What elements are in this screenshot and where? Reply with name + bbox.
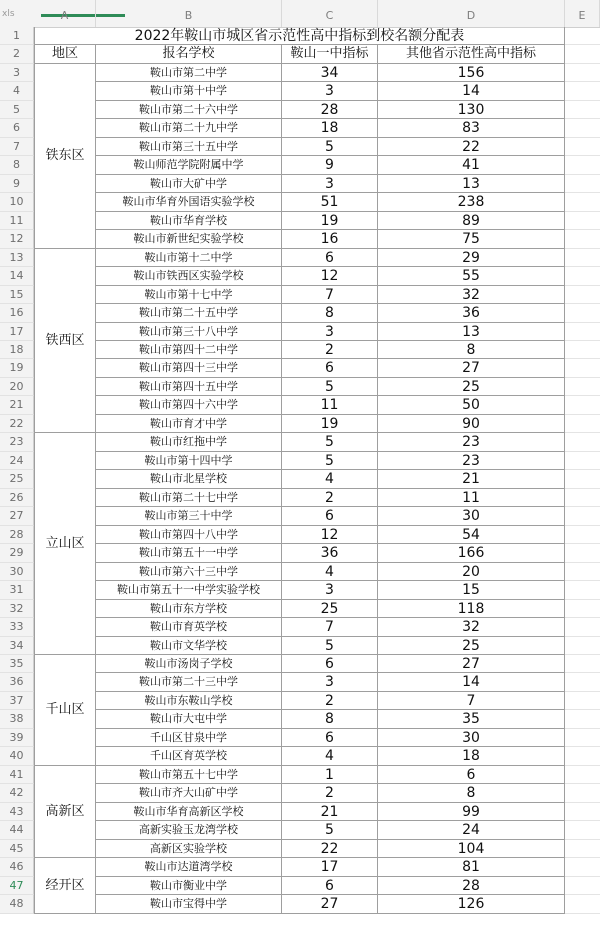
quota-other-cell[interactable]: 6: [378, 766, 565, 784]
school-name-cell[interactable]: 鞍山市宝得中学: [96, 895, 282, 913]
quota-no1-cell[interactable]: 1: [282, 766, 378, 784]
empty-cell[interactable]: [565, 637, 600, 655]
quota-no1-cell[interactable]: 6: [282, 655, 378, 673]
school-name-cell[interactable]: 鞍山市第五十一中学: [96, 544, 282, 562]
row-header[interactable]: 16: [0, 304, 34, 322]
quota-no1-cell[interactable]: 6: [282, 507, 378, 525]
header-school[interactable]: 报名学校: [96, 45, 282, 63]
empty-cell[interactable]: [565, 673, 600, 691]
row-header[interactable]: 34: [0, 637, 34, 655]
school-name-cell[interactable]: 鞍山市第十四中学: [96, 452, 282, 470]
empty-cell[interactable]: [565, 267, 600, 285]
school-name-cell[interactable]: 鞍山市第二十九中学: [96, 119, 282, 137]
empty-cell[interactable]: [565, 803, 600, 821]
header-quota-other[interactable]: 其他省示范性高中指标: [378, 45, 565, 63]
empty-cell[interactable]: [565, 45, 600, 63]
quota-no1-cell[interactable]: 19: [282, 212, 378, 230]
quota-no1-cell[interactable]: 6: [282, 877, 378, 895]
empty-cell[interactable]: [565, 618, 600, 636]
school-name-cell[interactable]: 鞍山市育英学校: [96, 618, 282, 636]
row-header[interactable]: 29: [0, 544, 34, 562]
empty-cell[interactable]: [565, 821, 600, 839]
quota-other-cell[interactable]: 23: [378, 433, 565, 451]
row-header[interactable]: 8: [0, 156, 34, 174]
quota-no1-cell[interactable]: 25: [282, 600, 378, 618]
empty-cell[interactable]: [565, 175, 600, 193]
empty-cell[interactable]: [565, 747, 600, 765]
quota-no1-cell[interactable]: 6: [282, 359, 378, 377]
table-title[interactable]: 2022年鞍山市城区省示范性高中指标到校名额分配表: [34, 27, 565, 45]
empty-cell[interactable]: [565, 101, 600, 119]
quota-no1-cell[interactable]: 51: [282, 193, 378, 211]
quota-no1-cell[interactable]: 8: [282, 710, 378, 728]
empty-cell[interactable]: [565, 766, 600, 784]
quota-no1-cell[interactable]: 5: [282, 433, 378, 451]
quota-no1-cell[interactable]: 9: [282, 156, 378, 174]
empty-cell[interactable]: [565, 433, 600, 451]
row-header[interactable]: 15: [0, 286, 34, 304]
region-cell[interactable]: 高新区: [34, 766, 96, 858]
region-cell[interactable]: 立山区: [34, 433, 96, 655]
quota-no1-cell[interactable]: 2: [282, 784, 378, 802]
quota-other-cell[interactable]: 156: [378, 64, 565, 82]
school-name-cell[interactable]: 鞍山市衡业中学: [96, 877, 282, 895]
quota-no1-cell[interactable]: 6: [282, 729, 378, 747]
school-name-cell[interactable]: 鞍山市文华学校: [96, 637, 282, 655]
quota-no1-cell[interactable]: 12: [282, 526, 378, 544]
school-name-cell[interactable]: 鞍山市第三十八中学: [96, 323, 282, 341]
school-name-cell[interactable]: 鞍山市东鞍山学校: [96, 692, 282, 710]
row-header[interactable]: 32: [0, 600, 34, 618]
quota-no1-cell[interactable]: 5: [282, 637, 378, 655]
row-header[interactable]: 37: [0, 692, 34, 710]
quota-other-cell[interactable]: 25: [378, 378, 565, 396]
column-header-bar: [0, 0, 600, 28]
empty-cell[interactable]: [565, 359, 600, 377]
row-header[interactable]: 1: [0, 27, 34, 45]
row-header[interactable]: 44: [0, 821, 34, 839]
school-name-cell[interactable]: 鞍山市汤岗子学校: [96, 655, 282, 673]
quota-other-cell[interactable]: 20: [378, 563, 565, 581]
empty-cell[interactable]: [565, 156, 600, 174]
row-header[interactable]: 36: [0, 673, 34, 691]
quota-other-cell[interactable]: 32: [378, 286, 565, 304]
row-header[interactable]: 4: [0, 82, 34, 100]
quota-other-cell[interactable]: 30: [378, 507, 565, 525]
quota-other-cell[interactable]: 130: [378, 101, 565, 119]
quota-other-cell[interactable]: 15: [378, 581, 565, 599]
quota-no1-cell[interactable]: 36: [282, 544, 378, 562]
row-header[interactable]: 7: [0, 138, 34, 156]
empty-cell[interactable]: [565, 600, 600, 618]
empty-cell[interactable]: [565, 710, 600, 728]
empty-cell[interactable]: [565, 858, 600, 876]
quota-other-cell[interactable]: 36: [378, 304, 565, 322]
quota-other-cell[interactable]: 14: [378, 673, 565, 691]
quota-no1-cell[interactable]: 8: [282, 304, 378, 322]
empty-cell[interactable]: [565, 489, 600, 507]
school-name-cell[interactable]: 鞍山市第五十一中学实验学校: [96, 581, 282, 599]
empty-cell[interactable]: [565, 119, 600, 137]
region-cell[interactable]: 千山区: [34, 655, 96, 766]
empty-cell[interactable]: [565, 655, 600, 673]
school-name-cell[interactable]: 鞍山市第五十七中学: [96, 766, 282, 784]
quota-no1-cell[interactable]: 5: [282, 378, 378, 396]
region-cell[interactable]: 经开区: [34, 858, 96, 913]
row-header[interactable]: 17: [0, 323, 34, 341]
row-header[interactable]: 10: [0, 193, 34, 211]
school-name-cell[interactable]: 鞍山市第二十三中学: [96, 673, 282, 691]
quota-other-cell[interactable]: 22: [378, 138, 565, 156]
quota-other-cell[interactable]: 50: [378, 396, 565, 414]
quota-no1-cell[interactable]: 19: [282, 415, 378, 433]
empty-cell[interactable]: [565, 396, 600, 414]
row-header[interactable]: 14: [0, 267, 34, 285]
school-name-cell[interactable]: 鞍山市东方学校: [96, 600, 282, 618]
row-header[interactable]: 41: [0, 766, 34, 784]
quota-other-cell[interactable]: 90: [378, 415, 565, 433]
quota-no1-cell[interactable]: 27: [282, 895, 378, 913]
quota-no1-cell[interactable]: 16: [282, 230, 378, 248]
row-header[interactable]: 12: [0, 230, 34, 248]
empty-cell[interactable]: [565, 82, 600, 100]
quota-no1-cell[interactable]: 3: [282, 175, 378, 193]
empty-cell[interactable]: [565, 784, 600, 802]
quota-no1-cell[interactable]: 22: [282, 840, 378, 858]
row-header[interactable]: 30: [0, 563, 34, 581]
quota-no1-cell[interactable]: 3: [282, 323, 378, 341]
school-name-cell[interactable]: 鞍山市第四十八中学: [96, 526, 282, 544]
school-name-cell[interactable]: 鞍山市第四十二中学: [96, 341, 282, 359]
school-name-cell[interactable]: 鞍山市第二十七中学: [96, 489, 282, 507]
row-header[interactable]: 45: [0, 840, 34, 858]
quota-other-cell[interactable]: 28: [378, 877, 565, 895]
quota-other-cell[interactable]: 83: [378, 119, 565, 137]
quota-other-cell[interactable]: 13: [378, 323, 565, 341]
school-name-cell[interactable]: 鞍山市新世纪实验学校: [96, 230, 282, 248]
quota-other-cell[interactable]: 23: [378, 452, 565, 470]
empty-cell[interactable]: [565, 895, 600, 913]
row-header[interactable]: 5: [0, 101, 34, 119]
school-name-cell[interactable]: 鞍山市北星学校: [96, 470, 282, 488]
school-name-cell[interactable]: 鞍山市铁西区实验学校: [96, 267, 282, 285]
quota-no1-cell[interactable]: 12: [282, 267, 378, 285]
quota-other-cell[interactable]: 238: [378, 193, 565, 211]
row-header[interactable]: 25: [0, 470, 34, 488]
row-header[interactable]: 3: [0, 64, 34, 82]
quota-other-cell[interactable]: 32: [378, 618, 565, 636]
empty-cell[interactable]: [565, 470, 600, 488]
quota-other-cell[interactable]: 18: [378, 747, 565, 765]
quota-other-cell[interactable]: 13: [378, 175, 565, 193]
quota-no1-cell[interactable]: 5: [282, 138, 378, 156]
header-region[interactable]: 地区: [34, 45, 96, 63]
school-name-cell[interactable]: 鞍山市华育高新区学校: [96, 803, 282, 821]
quota-no1-cell[interactable]: 17: [282, 858, 378, 876]
column-header-b[interactable]: B: [96, 0, 282, 27]
row-header[interactable]: 22: [0, 415, 34, 433]
empty-cell[interactable]: [565, 507, 600, 525]
row-header[interactable]: 48: [0, 895, 34, 913]
quota-no1-cell[interactable]: 2: [282, 489, 378, 507]
quota-no1-cell[interactable]: 3: [282, 82, 378, 100]
empty-cell[interactable]: [565, 230, 600, 248]
quota-other-cell[interactable]: 27: [378, 359, 565, 377]
school-name-cell[interactable]: 鞍山市第二十六中学: [96, 101, 282, 119]
quota-other-cell[interactable]: 21: [378, 470, 565, 488]
quota-no1-cell[interactable]: 5: [282, 452, 378, 470]
quota-no1-cell[interactable]: 7: [282, 286, 378, 304]
school-name-cell[interactable]: 鞍山市第三十中学: [96, 507, 282, 525]
quota-no1-cell[interactable]: 34: [282, 64, 378, 82]
quota-no1-cell[interactable]: 21: [282, 803, 378, 821]
empty-cell[interactable]: [565, 692, 600, 710]
quota-other-cell[interactable]: 29: [378, 249, 565, 267]
school-name-cell[interactable]: 鞍山市大矿中学: [96, 175, 282, 193]
quota-other-cell[interactable]: 55: [378, 267, 565, 285]
school-name-cell[interactable]: 鞍山市华育学校: [96, 212, 282, 230]
quota-other-cell[interactable]: 8: [378, 341, 565, 359]
region-cell[interactable]: 铁西区: [34, 249, 96, 434]
empty-cell[interactable]: [565, 526, 600, 544]
school-name-cell[interactable]: 鞍山市第四十六中学: [96, 396, 282, 414]
quota-no1-cell[interactable]: 4: [282, 470, 378, 488]
empty-cell[interactable]: [565, 544, 600, 562]
row-header[interactable]: 9: [0, 175, 34, 193]
school-name-cell[interactable]: 千山区育英学校: [96, 747, 282, 765]
row-header[interactable]: 33: [0, 618, 34, 636]
row-header[interactable]: 40: [0, 747, 34, 765]
row-header[interactable]: 13: [0, 249, 34, 267]
quota-other-cell[interactable]: 54: [378, 526, 565, 544]
quota-no1-cell[interactable]: 4: [282, 747, 378, 765]
column-header-e[interactable]: E: [565, 0, 600, 27]
empty-cell[interactable]: [565, 286, 600, 304]
school-name-cell[interactable]: 高新区实验学校: [96, 840, 282, 858]
school-name-cell[interactable]: 鞍山市第十二中学: [96, 249, 282, 267]
school-name-cell[interactable]: 鞍山市第二中学: [96, 64, 282, 82]
quota-other-cell[interactable]: 27: [378, 655, 565, 673]
quota-other-cell[interactable]: 14: [378, 82, 565, 100]
school-name-cell[interactable]: 千山区甘泉中学: [96, 729, 282, 747]
row-header[interactable]: 19: [0, 359, 34, 377]
row-header[interactable]: 6: [0, 119, 34, 137]
empty-cell[interactable]: [565, 64, 600, 82]
row-header[interactable]: 46: [0, 858, 34, 876]
school-name-cell[interactable]: 鞍山市第二十五中学: [96, 304, 282, 322]
school-name-cell[interactable]: 鞍山市第十中学: [96, 82, 282, 100]
quota-other-cell[interactable]: 8: [378, 784, 565, 802]
empty-cell[interactable]: [565, 452, 600, 470]
column-header-c[interactable]: C: [282, 0, 378, 27]
empty-cell[interactable]: [565, 27, 600, 45]
row-header[interactable]: 26: [0, 489, 34, 507]
empty-cell[interactable]: [565, 341, 600, 359]
quota-other-cell[interactable]: 118: [378, 600, 565, 618]
empty-cell[interactable]: [565, 323, 600, 341]
empty-cell[interactable]: [565, 378, 600, 396]
row-header[interactable]: 28: [0, 526, 34, 544]
quota-no1-cell[interactable]: 11: [282, 396, 378, 414]
school-name-cell[interactable]: 鞍山市第四十五中学: [96, 378, 282, 396]
quota-no1-cell[interactable]: 6: [282, 249, 378, 267]
empty-cell[interactable]: [565, 840, 600, 858]
empty-cell[interactable]: [565, 193, 600, 211]
quota-no1-cell[interactable]: 5: [282, 821, 378, 839]
column-header-d[interactable]: D: [378, 0, 565, 27]
header-quota-no1[interactable]: 鞍山一中指标: [282, 45, 378, 63]
row-header[interactable]: 18: [0, 341, 34, 359]
school-name-cell[interactable]: 鞍山市达道湾学校: [96, 858, 282, 876]
row-header[interactable]: 35: [0, 655, 34, 673]
row-header[interactable]: 24: [0, 452, 34, 470]
row-header[interactable]: 21: [0, 396, 34, 414]
quota-other-cell[interactable]: 41: [378, 156, 565, 174]
quota-no1-cell[interactable]: 2: [282, 692, 378, 710]
row-header[interactable]: 43: [0, 803, 34, 821]
school-name-cell[interactable]: 鞍山市华育外国语实验学校: [96, 193, 282, 211]
empty-cell[interactable]: [565, 249, 600, 267]
empty-cell[interactable]: [565, 563, 600, 581]
quota-no1-cell[interactable]: 3: [282, 673, 378, 691]
quota-no1-cell[interactable]: 7: [282, 618, 378, 636]
quota-no1-cell[interactable]: 4: [282, 563, 378, 581]
quota-no1-cell[interactable]: 2: [282, 341, 378, 359]
school-name-cell[interactable]: 鞍山市第十七中学: [96, 286, 282, 304]
quota-no1-cell[interactable]: 28: [282, 101, 378, 119]
school-name-cell[interactable]: 鞍山市红拖中学: [96, 433, 282, 451]
region-cell[interactable]: 铁东区: [34, 64, 96, 249]
quota-other-cell[interactable]: 104: [378, 840, 565, 858]
quota-other-cell[interactable]: 24: [378, 821, 565, 839]
school-name-cell[interactable]: 高新实验玉龙湾学校: [96, 821, 282, 839]
row-header[interactable]: 11: [0, 212, 34, 230]
row-header[interactable]: 31: [0, 581, 34, 599]
empty-cell[interactable]: [565, 212, 600, 230]
quota-other-cell[interactable]: 25: [378, 637, 565, 655]
row-header[interactable]: 27: [0, 507, 34, 525]
school-name-cell[interactable]: 鞍山师范学院附属中学: [96, 156, 282, 174]
empty-cell[interactable]: [565, 415, 600, 433]
row-header[interactable]: 2: [0, 45, 34, 63]
quota-other-cell[interactable]: 81: [378, 858, 565, 876]
quota-no1-cell[interactable]: 18: [282, 119, 378, 137]
empty-cell[interactable]: [565, 138, 600, 156]
quota-other-cell[interactable]: 126: [378, 895, 565, 913]
column-header-a[interactable]: A: [34, 0, 96, 27]
row-header[interactable]: 39: [0, 729, 34, 747]
row-header[interactable]: 38: [0, 710, 34, 728]
school-name-cell[interactable]: 鞍山市大屯中学: [96, 710, 282, 728]
quota-other-cell[interactable]: 7: [378, 692, 565, 710]
quota-no1-cell[interactable]: 3: [282, 581, 378, 599]
quota-other-cell[interactable]: 166: [378, 544, 565, 562]
row-header[interactable]: 42: [0, 784, 34, 802]
empty-cell[interactable]: [565, 729, 600, 747]
school-name-cell[interactable]: 鞍山市第三十五中学: [96, 138, 282, 156]
quota-other-cell[interactable]: 35: [378, 710, 565, 728]
quota-other-cell[interactable]: 11: [378, 489, 565, 507]
row-header[interactable]: 20: [0, 378, 34, 396]
quota-other-cell[interactable]: 89: [378, 212, 565, 230]
row-header[interactable]: 23: [0, 433, 34, 451]
school-name-cell[interactable]: 鞍山市第六十三中学: [96, 563, 282, 581]
empty-cell[interactable]: [565, 581, 600, 599]
quota-other-cell[interactable]: 99: [378, 803, 565, 821]
school-name-cell[interactable]: 鞍山市第四十三中学: [96, 359, 282, 377]
school-name-cell[interactable]: 鞍山市育才中学: [96, 415, 282, 433]
quota-other-cell[interactable]: 75: [378, 230, 565, 248]
empty-cell[interactable]: [565, 877, 600, 895]
corner-label: xls: [2, 9, 15, 19]
row-header[interactable]: 47: [0, 877, 34, 895]
quota-other-cell[interactable]: 30: [378, 729, 565, 747]
empty-cell[interactable]: [565, 304, 600, 322]
school-name-cell[interactable]: 鞍山市齐大山矿中学: [96, 784, 282, 802]
